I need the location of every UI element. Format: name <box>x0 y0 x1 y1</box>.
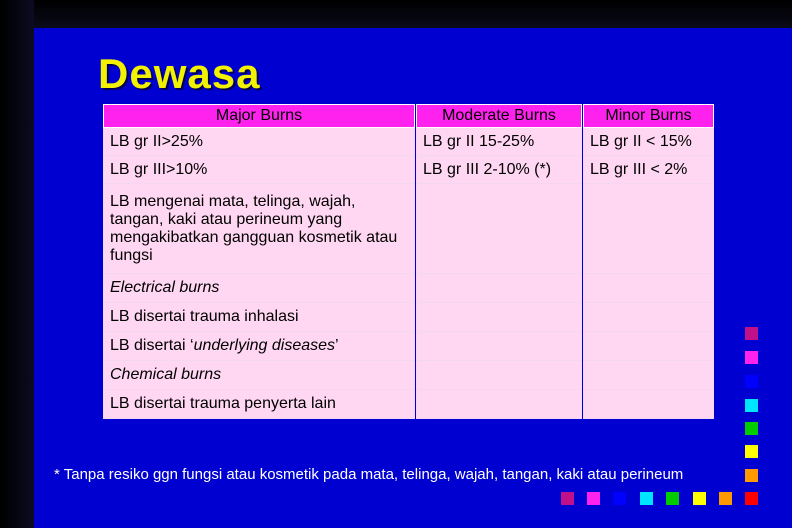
cell-major: LB gr II>25% <box>104 128 415 156</box>
cell-moderate <box>417 274 582 303</box>
decor-square <box>693 492 706 505</box>
cell-minor <box>584 303 714 332</box>
cell-major: LB disertai ‘underlying diseases’ <box>104 332 415 361</box>
cell-minor <box>584 361 714 390</box>
cell-moderate: LB gr III 2-10% (*) <box>417 156 582 184</box>
cell-moderate <box>417 361 582 390</box>
burns-classification-table <box>103 104 714 419</box>
decor-square <box>613 492 626 505</box>
cell-major: LB disertai trauma penyerta lain <box>104 390 415 419</box>
cell-moderate <box>417 332 582 361</box>
slide-title: Dewasa <box>98 50 261 97</box>
cell-minor <box>584 390 714 419</box>
cell-major: LB gr III>10% <box>104 156 415 184</box>
cell-minor <box>584 332 714 361</box>
table-row <box>104 156 714 184</box>
cell-major: LB disertai trauma inhalasi <box>104 303 415 332</box>
table-row <box>104 361 714 390</box>
decor-square <box>587 492 600 505</box>
cell-moderate <box>417 390 582 419</box>
table-row <box>104 184 714 274</box>
header-major-burns: Major Burns <box>104 105 415 128</box>
cell-moderate <box>417 184 582 274</box>
decor-square <box>745 492 758 505</box>
top-dark-bar <box>0 0 792 28</box>
decor-square <box>745 327 758 340</box>
decor-square <box>745 351 758 364</box>
cell-minor: LB gr II < 15% <box>584 128 714 156</box>
cell-major: Chemical burns <box>104 361 415 390</box>
decor-square <box>745 445 758 458</box>
decor-square <box>561 492 574 505</box>
decor-square <box>640 492 653 505</box>
cell-major: LB mengenai mata, telinga, wajah, tangan, kaki atau perineum yang mengakibatkan gangguan kosmetik atau fungsi <box>104 184 415 274</box>
cell-minor <box>584 184 714 274</box>
header-minor-burns: Minor Burns <box>584 105 714 128</box>
cell-major: Electrical burns <box>104 274 415 303</box>
table-row <box>104 332 714 361</box>
cell-moderate <box>417 303 582 332</box>
table-row <box>104 303 714 332</box>
decor-square <box>745 469 758 482</box>
cell-moderate: LB gr II 15-25% <box>417 128 582 156</box>
decor-square <box>745 422 758 435</box>
cell-minor <box>584 274 714 303</box>
decor-square <box>666 492 679 505</box>
cell-minor: LB gr III < 2% <box>584 156 714 184</box>
footnote: * Tanpa resiko ggn fungsi atau kosmetik pada mata, telinga, wajah, tangan, kaki atau perineum <box>54 466 684 483</box>
header-moderate-burns: Moderate Burns <box>417 105 582 128</box>
table-row <box>104 390 714 419</box>
left-dark-strip <box>0 0 34 528</box>
decor-square <box>719 492 732 505</box>
table-header-row <box>104 105 714 128</box>
decor-square <box>745 375 758 388</box>
decor-square <box>745 399 758 412</box>
table-row <box>104 274 714 303</box>
table-row <box>104 128 714 156</box>
